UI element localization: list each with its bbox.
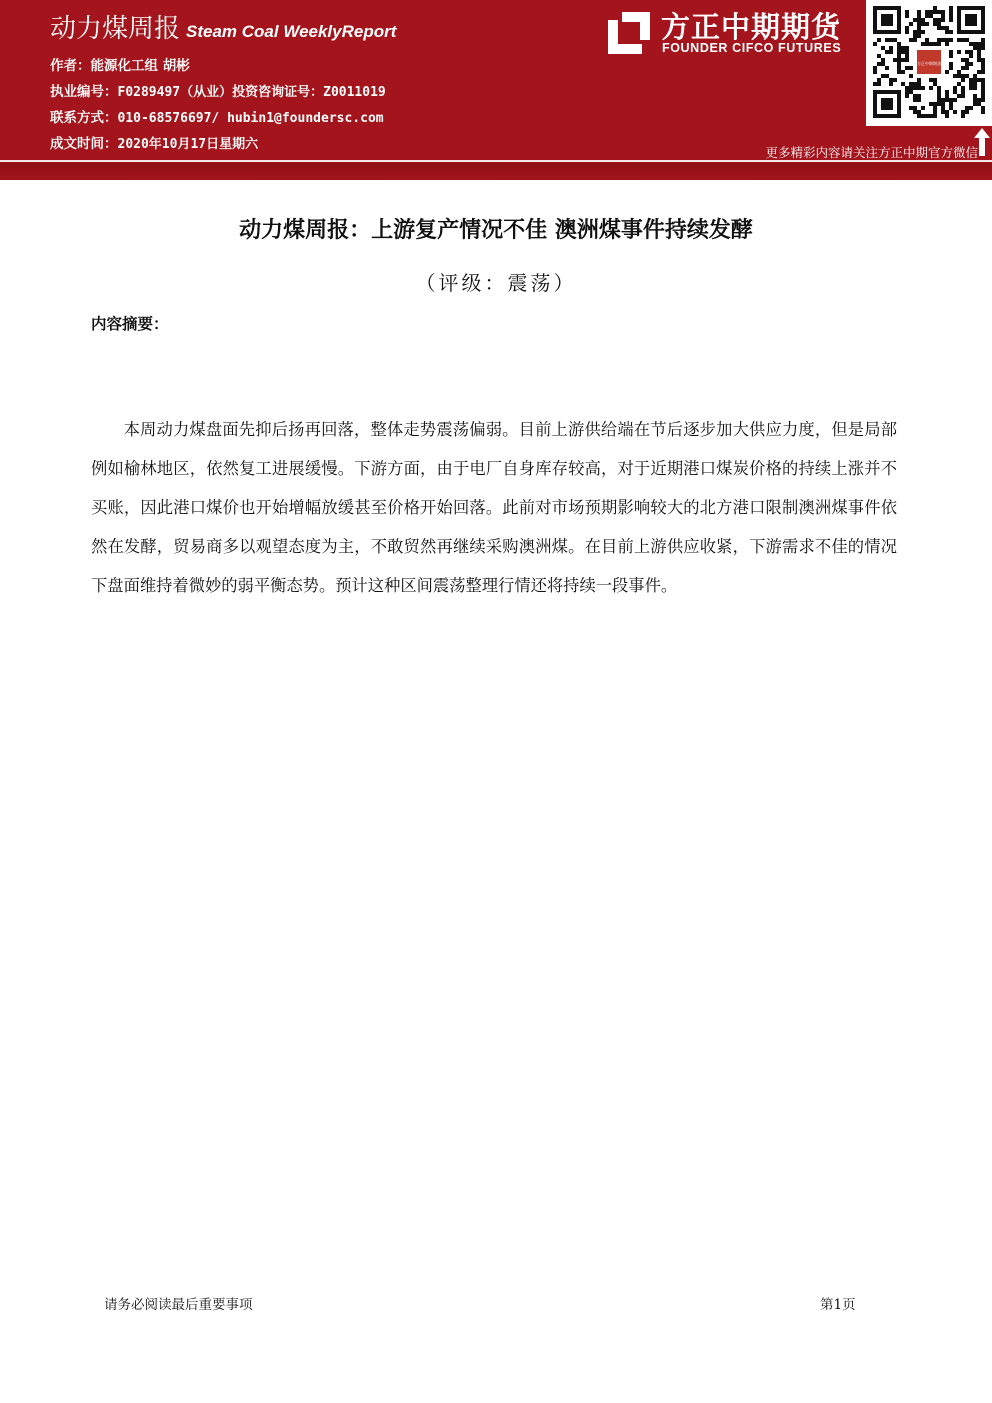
report-title [50, 8, 396, 45]
document-rating: （评级：震荡） [415, 271, 577, 295]
logo-name-en: FOUNDER CIFCO FUTURES [662, 41, 842, 55]
qr-code-icon [873, 6, 985, 118]
author-line [50, 54, 190, 74]
author-value: 能源化工组 胡彬 [90, 58, 190, 74]
date-line [50, 132, 258, 152]
qr-code [866, 0, 992, 126]
footer-disclaimer-note: 请务必阅读最后重要事项 [104, 1297, 253, 1313]
date-label: 成文时间： [50, 136, 118, 152]
contact-label: 联系方式： [50, 110, 118, 126]
logo-name-cn: 方正中期期货 [661, 10, 842, 44]
author-label: 作者： [50, 58, 91, 74]
summary-paragraph: 本周动力煤盘面先抑后扬再回落，整体走势震荡偏弱。目前上游供给端在节后逐步加大供应力度，但是局部例如榆林地区，依然复工进展缓慢。下游方面，由于电厂自身库存较高，对于近期港口煤炭价格的持续上涨并不买账，因此港口煤价也开始增幅放缓甚至价格开始回落。此前对市场预期影响较大的北方港口限制澳洲煤事件依然在发酵，贸易商多以观望态度为主，不敢贸然再继续采购澳洲煤。在目前上游供应收紧，下游需求不佳的情况下盘面维持着微妙的弱平衡态势。预计这种区间震荡整理行情还将持续一段事件。 [91, 420, 897, 595]
up-arrow-icon [974, 128, 990, 156]
report-title-en: Steam Coal WeeklyReport [186, 22, 397, 41]
contact-value: 010-68576697/ hubin1@foundersc.com [117, 111, 384, 126]
summary-heading: 内容摘要： [91, 315, 169, 333]
date-value: 2020年10月17日星期六 [117, 137, 259, 152]
document-title: 动力煤周报：上游复产情况不佳 澳洲煤事件持续发酵 [239, 217, 753, 243]
license-label: 执业编号： [50, 84, 118, 100]
contact-line [50, 106, 384, 126]
report-title-cn: 动力煤周报 [50, 14, 181, 44]
follow-wechat-text: 更多精彩内容请关注方正中期官方微信 [765, 145, 978, 160]
banner-bottom-strip [0, 163, 992, 180]
qr-center-label: 方正中期期货 [917, 61, 941, 66]
footer-page-number: 第1页 [820, 1297, 856, 1313]
founder-logo-icon [604, 8, 654, 58]
company-logo [604, 8, 859, 60]
license-value: F0289497（从业）投资咨询证号：Z0011019 [117, 85, 386, 100]
license-line [50, 80, 386, 100]
